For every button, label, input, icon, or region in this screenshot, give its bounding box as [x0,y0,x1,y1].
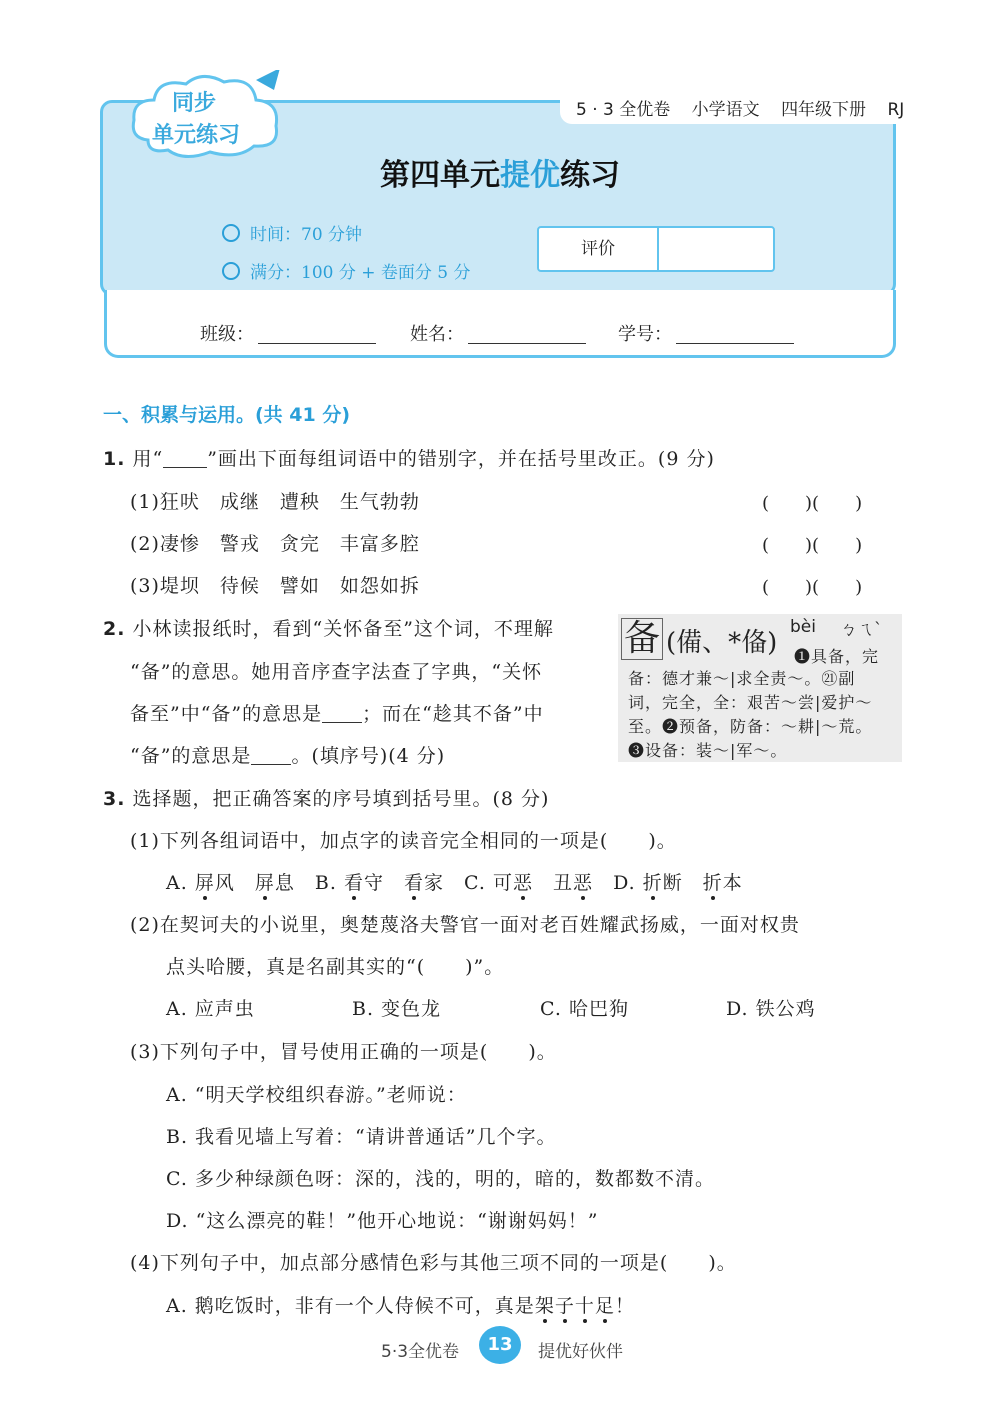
q2-blank-2[interactable] [251,746,291,765]
dict-zhuyin: ㄅㄟˋ [840,620,883,640]
page-title: 第四单元提优练习 [380,158,620,193]
q3-1-opt-d[interactable]: D. 折断 [613,872,683,894]
q2-blank-1[interactable] [322,704,362,723]
badge-line2: 单元练习 [152,123,241,148]
page-number: 13 [479,1326,521,1364]
dictionary-entry [618,614,902,762]
score-info: 满分：100 分 + 卷面分 5 分 [222,258,471,283]
q1-item-2: (2)凄惨 警戎 贪完 丰富多腔 [130,533,420,555]
class-field[interactable]: 班级： [200,320,376,346]
evaluation-label: 评价 [539,228,659,270]
q3-3-opt-a[interactable]: A. “明天学校组织春游。”老师说： [166,1084,467,1106]
footer-slogan: 提优好伙伴 [538,1342,623,1362]
q3-2-opt-a[interactable]: A. 应声虫 [166,998,255,1020]
student-id-field[interactable]: 学号： [618,320,794,346]
tag-edition: RJ [887,100,905,120]
q3-1-opt-c[interactable]: C. 可恶 [464,872,534,894]
q3-sub-2-line2: 点头哈腰，真是名副其实的“( )”。 [166,956,505,978]
q3-2-opt-b[interactable]: B. 变色龙 [352,998,442,1020]
tag-grade: 四年级下册 [781,100,867,120]
footer-series: 5·3全优卷 [381,1342,460,1362]
dict-char: 备 [621,618,663,660]
tag-subject: 小学语文 [691,100,760,120]
question-2-line2: “备”的意思。她用音序查字法查了字典，“关怀 [130,661,543,683]
q1-answer-2[interactable]: ( )( ) [762,535,863,556]
q3-sub-3: (3)下列句子中，冒号使用正确的一项是( )。 [130,1041,557,1063]
q3-4-opt-a[interactable]: A. 鹅吃饭时，非有一个人侍候不可，真是架子十足！ [166,1295,635,1317]
question-2-line4: “备”的意思是 。(填序号)(4 分) [130,745,446,767]
tag-series: 5 · 3 全优卷 [576,100,671,120]
question-1: 1. 用“ ”画出下面每组词语中的错别字，并在括号里改正。(9 分) [103,448,715,470]
dict-line-4: 至。❷预备，防备：～耕|～荒。 [628,717,873,736]
q3-3-opt-b[interactable]: B. 我看见墙上写着：“请讲普通话”几个字。 [166,1126,557,1148]
q3-1-opt-b[interactable]: B. 看守 [314,872,384,894]
book-tags [576,95,920,120]
clock-icon [222,224,240,242]
q3-2-opt-d[interactable]: D. 铁公鸡 [726,998,816,1020]
dict-pinyin: bèi [790,617,816,637]
q3-sub-4: (4)下列句子中，加点部分感情色彩与其他三项不同的一项是( )。 [130,1252,737,1274]
q3-sub-1: (1)下列各组词语中，加点字的读音完全相同的一项是( )。 [130,830,677,852]
badge-line1: 同步 [172,91,217,116]
q3-3-opt-c[interactable]: C. 多少种绿颜色呀：深的，浅的，明的，暗的，数都数不清。 [166,1168,715,1190]
question-3: 3. 选择题，把正确答案的序号填到括号里。(8 分) [103,788,550,810]
q3-sub-1-options: A. 屏风 屏息 B. 看守 看家 C. 可恶 丑恶 D. 折断 折本 [166,872,743,894]
q3-3-opt-d[interactable]: D. “这么漂亮的鞋！”他开心地说：“谢谢妈妈！” [166,1210,599,1232]
q1-item-1: (1)狂吠 成继 遭秧 生气勃勃 [130,491,420,513]
check-icon [222,262,240,280]
q1-answer-3[interactable]: ( )( ) [762,577,863,598]
dict-traditional: (備、*俻) [666,628,778,658]
question-2-line3: 备至”中“备”的意思是 ；而在“趁其不备”中 [130,703,544,725]
dict-line-1: ❶具备，完 [794,647,880,666]
dict-line-5: ❸设备：装～|军～。 [628,741,788,760]
evaluation-box [537,226,775,272]
q3-sub-2-line1: (2)在契诃夫的小说里，奥楚蔑洛夫警官一面对老百姓耀武扬威，一面对权贵 [130,914,800,936]
q3-2-opt-c[interactable]: C. 哈巴狗 [540,998,629,1020]
dict-line-2: 备：德才兼～|求全责～。㉑副 [628,669,856,688]
q1-answer-1[interactable]: ( )( ) [762,493,863,514]
dict-line-3: 词，完全，全：艰苦～尝|爱护～ [628,693,873,712]
section-heading: 一、积累与运用。(共 41 分) [103,404,351,426]
q3-1-opt-a[interactable]: A. 屏风 [166,872,235,894]
name-field[interactable]: 姓名： [410,320,586,346]
question-2-line1: 2. 小林读报纸时，看到“关怀备至”这个词，不理解 [103,618,554,640]
time-info: 时间：70 分钟 [222,220,362,245]
q1-item-3: (3)堤坝 待候 譬如 如怨如拆 [130,575,420,597]
